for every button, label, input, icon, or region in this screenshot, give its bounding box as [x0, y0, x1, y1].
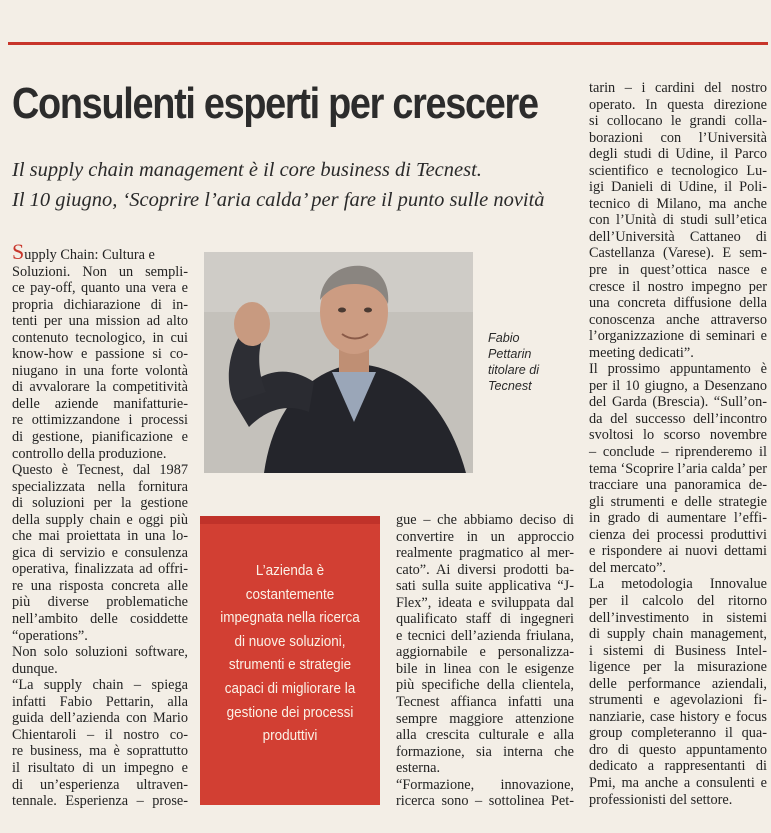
column-line: svoltosi lo scorso novembre — [589, 427, 767, 444]
pull-quote-box — [200, 516, 380, 805]
column-line: nanziarie, case history e focus — [589, 708, 767, 725]
column-line: group completeranno il qua- — [589, 725, 767, 742]
column-line: re business, ma è soprattutto — [12, 743, 188, 760]
column-line: propria dichiarazione di in- — [12, 296, 188, 313]
column-line: e rispondere ai nuovi dettami — [589, 543, 767, 560]
column-line: re ottimizzandone i processi — [12, 412, 188, 429]
column-line: i sistemi di Business Intel- — [589, 642, 767, 659]
column-line: Pmi, ma anche a consulenti e — [589, 774, 767, 791]
pull-quote-text — [206, 560, 373, 749]
headline: Consulenti esperti per crescere — [12, 79, 538, 128]
column-line — [12, 239, 188, 264]
column-line: del mercato”. — [589, 559, 666, 576]
column-line: know-how e passione si co- — [12, 346, 188, 363]
article-column-1 — [12, 239, 188, 810]
column-line-text: upply Chain: Cultura e — [24, 247, 155, 263]
column-line: Soluzioni. Non un sempli- — [12, 263, 188, 280]
column-line: per il 10 giugno, a Desenzano — [589, 377, 767, 394]
column-line: dell’Università Cattaneo di — [589, 228, 767, 245]
column-line: e tecnici dell’azienda friulana, — [396, 627, 574, 644]
column-line: nell’ambito delle cosiddette — [12, 611, 188, 628]
column-line: Chientaroli – il nostro co- — [12, 726, 188, 743]
pull-quote-line: impegnata nella ricerca — [220, 610, 360, 627]
column-line: operato. In questa direzione — [589, 96, 767, 113]
article-column-2 — [396, 512, 574, 810]
column-line: dell’investimento in sistemi — [589, 609, 767, 626]
column-line: contenuto tecnologico, in cui — [12, 329, 188, 346]
column-line: degli studi di Udine, il Parco — [589, 146, 767, 163]
column-line: Tecnest affianca infatti una — [396, 694, 574, 711]
column-line: Il prossimo appuntamento è — [589, 361, 767, 378]
column-line: scientifico e tecnologico Lu- — [589, 162, 767, 179]
column-line: della supply chain e oggi più — [12, 511, 188, 528]
column-line: l’organizzazione di seminari e — [589, 328, 767, 345]
column-line: tema ‘Scoprire l’aria calda’ per — [589, 460, 767, 477]
column-line: strumenti e agevolazioni fi- — [589, 692, 767, 709]
column-line: ligence per la misurazione — [589, 659, 767, 676]
column-line: il risultato di un impegno e — [12, 759, 188, 776]
column-line: del Garda (Brescia). “Sull’on- — [589, 394, 767, 411]
portrait-photo — [204, 252, 473, 473]
column-line: aggiornabile e personalizza- — [396, 644, 574, 661]
pull-quote-line: L’azienda è — [255, 563, 325, 579]
column-line: con l’Unità di studi sull’etica — [589, 212, 767, 229]
column-line: tracciare una panoramica de- — [589, 477, 767, 494]
column-line: tenti per una mission ad alto — [12, 313, 188, 330]
pull-quote-line: produttivi — [262, 728, 318, 745]
column-line: cato”. Ai diversi prodotti ba- — [396, 561, 574, 578]
column-line: conoscenza anche attraverso — [589, 311, 767, 328]
column-line: “La supply chain – spiega — [12, 677, 188, 694]
column-line: controllo della produzione. — [12, 445, 167, 462]
caption-line: Fabio — [488, 331, 520, 345]
column-line: La metodologia Innovalue — [589, 576, 767, 593]
subtitle-line-2: Il 10 giugno, ‘Scoprire l’aria calda’ per fare il punto sulle novità — [12, 189, 545, 211]
column-line: gue – che abbiamo deciso di — [396, 512, 574, 528]
column-line: tennale. Esperienza – prose- — [12, 793, 188, 810]
pull-quote-line: costantemente — [245, 586, 335, 603]
column-line: più specifiche della clientela, — [396, 677, 574, 694]
column-line: specializzata nella fornitura — [12, 478, 188, 495]
column-line: ricerca sono – sottolinea Pet- — [396, 793, 574, 810]
column-line: Flex”, ideata e sviluppata dal — [396, 594, 574, 611]
drop-cap: S — [12, 239, 25, 264]
column-line: cienza dei processi produttivi — [589, 526, 767, 543]
top-rule — [8, 42, 768, 45]
column-line: infatti Fabio Pettarin, alla — [12, 693, 188, 710]
column-line: Non solo soluzioni software, — [12, 644, 188, 661]
column-line: gica di servizio e consulenza — [12, 544, 188, 561]
column-line: di supply chain management, — [589, 626, 767, 643]
column-line: per il calcolo del ritorno — [589, 592, 767, 609]
column-line: di un’esperienza ultraven- — [12, 776, 188, 793]
pull-quote-line: gestione dei processi — [226, 704, 354, 721]
column-line: niugano in una forte volontà — [12, 362, 188, 379]
pull-quote-line: capaci di migliorare la — [224, 680, 356, 697]
pull-quote-line: di nuove soluzioni, — [234, 633, 346, 650]
pull-quote-line: strumenti e strategie — [228, 657, 352, 674]
photo-caption — [488, 330, 578, 394]
column-line: sati sulla suite applicativa “J- — [396, 578, 574, 595]
column-line: alla crescita culturale e alla — [396, 727, 574, 744]
column-line: operativa, finalizzata ad offri- — [12, 561, 188, 578]
caption-line: titolare di — [488, 363, 540, 377]
column-line: più diverse problematiche — [12, 594, 188, 611]
column-line: dunque. — [12, 660, 58, 677]
column-line: “operations”. — [12, 627, 88, 644]
column-line: qualificato staff di ingegneri — [396, 611, 574, 628]
column-line: Questo è Tecnest, dal 1987 — [12, 462, 188, 479]
column-line: meeting dedicati”. — [589, 344, 694, 361]
column-line: tecnico di Milano, ma anche — [589, 195, 767, 212]
caption-line: Tecnest — [488, 379, 532, 393]
column-line: “Formazione, innovazione, — [396, 776, 574, 793]
column-line: che mai proiettata in una lo- — [12, 528, 188, 545]
column-line: di avvalorare la competitività — [12, 379, 188, 396]
column-line: bile in linea con le esigenze — [396, 660, 574, 677]
column-line: professionisti del settore. — [589, 791, 733, 808]
portrait-illustration — [204, 252, 473, 473]
column-line: delle performance aziendali, — [589, 675, 767, 692]
subtitle-line-1: Il supply chain management è il core business di Tecnest. — [12, 159, 482, 181]
column-line: realmente pragmatico al mer- — [396, 545, 574, 562]
column-line: esterna. — [396, 760, 441, 777]
column-line: convertire in un approccio — [396, 528, 574, 545]
column-line: dedicato a rappresentanti di — [589, 758, 767, 775]
column-line: delle aziende manifatturie- — [12, 395, 188, 412]
column-line: una concreta diffusione della — [589, 295, 767, 312]
column-line: gli strumenti e delle strategie — [589, 493, 767, 510]
column-line: tarin – i cardini del nostro — [589, 80, 767, 96]
column-line: sempre maggiore attenzione — [396, 710, 574, 727]
column-line: si collocano le grandi colla- — [589, 113, 767, 130]
caption-line: Pettarin — [488, 347, 532, 361]
column-line: – conclude – riprenderemo il — [589, 444, 767, 461]
column-line: dro di questo appuntamento — [589, 741, 767, 758]
column-line: Castellanza (Varese). E sem- — [589, 245, 767, 262]
column-line: cresce il nostro impegno per — [589, 278, 767, 295]
column-line: ce pay-off, quanto una vera e — [12, 280, 188, 297]
column-line: in grado di aumentare l’effi- — [589, 510, 767, 527]
column-line: borazioni con l’Università — [589, 129, 767, 146]
column-line: di soluzioni per la gestione — [12, 495, 188, 512]
article-column-3 — [589, 80, 767, 808]
column-line: igi Danieli di Udine, il Poli- — [589, 179, 767, 196]
column-line: formazione, sia interna che — [396, 743, 574, 760]
column-line: da del successo dell’incontro — [589, 410, 767, 427]
column-line: guida dell’azienda con Mario — [12, 710, 188, 727]
column-line: di gestione, pianificazione e — [12, 429, 188, 446]
column-line: re una risposta concreta alle — [12, 577, 188, 594]
column-line: pre in quest’ottica nasce e — [589, 262, 767, 279]
